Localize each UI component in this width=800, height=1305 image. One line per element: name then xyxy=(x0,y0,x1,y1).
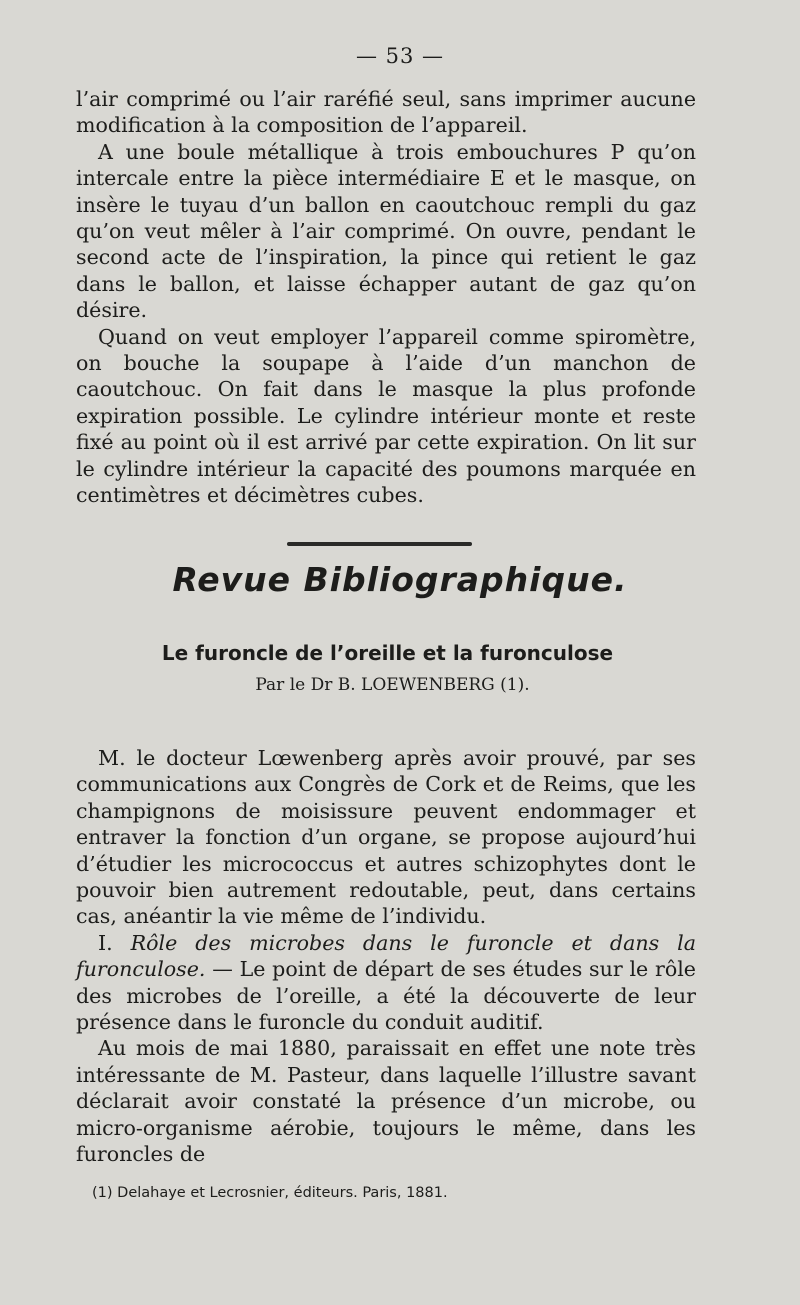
paragraph: Quand on veut employer l’appareil comme spiromètre, on bouche la soupape à l’aide d’un manchon de caoutchouc. On fait dans le masque la plus profonde expiration possible. Le cylindre intérieur monte et reste fixé au point où il est arrivé par cette expiration. On lit sur le cylindre intérieur la capacité des poumons marquée en centimètres et décimètres cubes. xyxy=(76,324,696,508)
paragraph: M. le docteur Lœwenberg après avoir prouvé, par ses communications aux Congrès de Cork et de Reims, que les champignons de moisissure peuvent endommager et entraver la fonction d’un organe, se propose aujourd’hui d’étudier les micrococcus et autres schizophytes dont le pouvoir bien autrement redoutable, peut, dans certains cas, anéantir la vie même de l’individu. xyxy=(76,746,696,929)
article-byline: Par le Dr B. LOEWENBERG (1). xyxy=(255,675,530,695)
paragraph: l’air comprimé ou l’air raréfié seul, sans imprimer aucune modification à la composition de l’appareil. xyxy=(76,87,696,138)
paragraph: Au mois de mai 1880, paraissait en effet une note très intéressante de M. Pasteur, dans laquelle l’illustre savant déclarait avoir constaté la présence d’un microbe, ou micro-organisme aérobie, toujours le même, dans les furoncles de xyxy=(76,1036,696,1167)
text-block-article xyxy=(76,745,696,1168)
paragraph xyxy=(76,930,696,1036)
subsection-heading: Rôle des microbes dans le furoncle et dans la furonculose. xyxy=(76,930,696,982)
section-title: Revue Bibliographique. xyxy=(172,560,628,599)
page-number: — 53 — xyxy=(355,44,445,68)
section-number: I. xyxy=(98,930,131,955)
footnote: (1) Delahaye et Lecrosnier, éditeurs. Paris, 1881. xyxy=(92,1185,448,1201)
article-title: Le furoncle de l’oreille et la furonculose xyxy=(161,641,614,665)
text-block-top xyxy=(76,86,696,509)
paragraph: A une boule métallique à trois embouchures P qu’on intercale entre la pièce intermédiaire E et le masque, on insère le tuyau d’un ballon en caoutchouc rempli du gaz qu’on veut mêler à l’air comprimé. On ouvre, pendant le second acte de l’inspiration, la pince qui retient le gaz dans le ballon, et laisse échapper autant de gaz qu’on désire. xyxy=(76,139,696,323)
paragraph-text: — Le point de départ de ses études sur le rôle des microbes de l’oreille, a été la découverte de leur présence dans le furoncle du conduit auditif. xyxy=(76,957,696,1035)
section-divider xyxy=(287,542,472,546)
